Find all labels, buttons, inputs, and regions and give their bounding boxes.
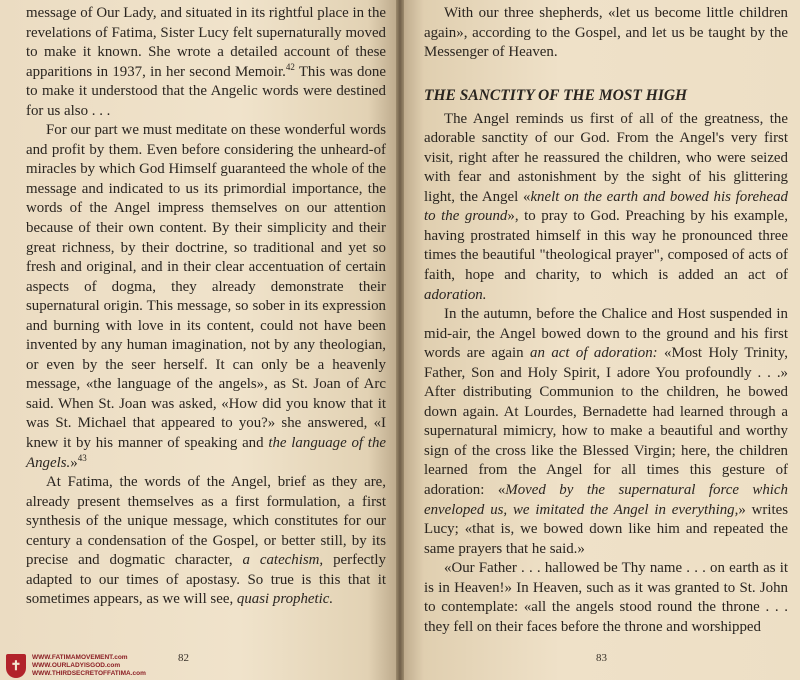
- page-number-left: 82: [178, 652, 189, 664]
- text-run: » writes Lucy; «that is, we bowed down like him and repeated the same prayers that he said.»: [424, 501, 788, 557]
- left-page-text: [26, 4, 386, 610]
- right-paragraph-1: [424, 110, 788, 305]
- page-number-right: 83: [596, 652, 607, 664]
- text-run: perfectly adapted to our times of apostasy. So true is this that it sometimes appears, as we will see,: [26, 552, 387, 608]
- text-run: At Fatima, the words of the Angel, brief as they are, already present themselves as a first formulation, a first synthesis of the unique message, which constitutes for our century a condensation of the Gospel, or better still, by its precise and dogmatic character,: [26, 474, 386, 569]
- left-paragraph-2: [26, 121, 386, 473]
- fatima-seal-icon: ✝: [6, 654, 26, 678]
- italic-text: knelt on the earth and bowed his forehead to the ground: [424, 188, 788, 225]
- italic-text: a catechism,: [242, 552, 324, 569]
- footnote-marker: 42: [285, 61, 295, 72]
- footer-watermark: [6, 654, 146, 678]
- italic-text: quasi prophetic.: [236, 591, 334, 608]
- footer-url-2: WWW.OURLADYISGOD.com: [32, 662, 121, 669]
- italic-text: the language of the Angels.: [26, 435, 386, 471]
- footer-url-3: WWW.THIRDSECRETOFFATIMA.com: [32, 670, 146, 677]
- text-run: message of Our Lady, and situated in its rightful place in the revelations of Fatima, Sister Lucy felt supernaturally moved to make it known. She wrote a detailed account of these apparitions in 1937, in her second Memoir.: [26, 5, 386, 80]
- right-intro-paragraph: [424, 4, 788, 63]
- right-page: [400, 0, 800, 680]
- footer-urls: [32, 654, 146, 678]
- section-heading: THE SANCTITY OF THE MOST HIGH: [424, 86, 688, 104]
- text-run: «Most Holy Trinity, Father, Son and Holy Spirit, I adore You profoundly . . .» After distributing Communion to the children, he bowed down again. At Lourdes, Bernadette had learned through a supernatural mimicry, how to make a beautiful and worthy sign of the cross like the Blessed Virgin; here, the children learned from the Angel for all times this gesture of adoration: «: [424, 345, 788, 499]
- italic-text: Moved by the supernatural force which enveloped us, we imitated the Angel in everything,: [424, 482, 788, 518]
- text-run: In the autumn, before the Chalice and Host suspended in mid-air, the Angel bowed down to the ground and his first words are again: [424, 306, 788, 362]
- right-paragraph-2: [424, 305, 788, 559]
- right-page-text: [424, 4, 788, 637]
- book-gutter: [396, 0, 404, 680]
- text-run: With our three shepherds, «let us become little children again», according to the Gospel, and let us be taught by the Messenger of Heaven.: [424, 5, 788, 61]
- left-paragraph-3: [26, 473, 386, 610]
- footnote-marker: 43: [77, 452, 87, 463]
- left-paragraph-1: [26, 4, 386, 121]
- text-run: The Angel reminds us first of all of the greatness, the adorable sanctity of our God. From the Angel's very first visit, right after he reassured the children, who were seized with fear and astonishment by the sight of his glittering light, the Angel «: [424, 110, 788, 205]
- italic-text: adoration.: [424, 286, 487, 303]
- text-run: This was done to make it understood that the Angelic words were destined for us also . . .: [26, 63, 386, 119]
- italic-text: an act of adoration:: [530, 345, 658, 362]
- text-run: », to pray to God. Preaching by his example, having prostrated himself in this way he pronounced three times the beautiful "theological prayer", composed of acts of faith, hope and charity, to which is added an act of: [424, 208, 788, 284]
- text-run: «Our Father . . . hallowed be Thy name . . . on earth as it is in Heaven!» In Heaven, such as it was granted to St. John to contemplate: «all the angels stood round the throne . . . they fell on their faces before the throne and worshipped: [424, 560, 788, 635]
- footer-url-1: WWW.FATIMAMOVEMENT.com: [32, 654, 128, 661]
- text-run: »: [70, 454, 78, 471]
- right-paragraph-3: [424, 559, 788, 637]
- text-run: For our part we must meditate on these wonderful words and profit by them. Even before considering the unheard-of miracles by which God Himself guaranteed the whole of the message and indicated to us its primordial importance, the words of the Angel impress themselves on our attention because of their own content. By their simplicity and their great richness, by their doctrine, so traditional and yet so fresh and original, and in their clear accentuation of certain aspects of dogma, they already demonstrate their supernatural origin. This message, so sober in its expression and burning with love in its content, could not have been invented by any human imagination, not by any theologian, or even by the seer herself. It can only be a heavenly message, «the language of the angels», as St. Joan of Arc said. When St. Joan was asked, «How did you know that it was St. Michael that appeared to you?» she answered, «I knew it by his manner of speaking and: [26, 122, 386, 452]
